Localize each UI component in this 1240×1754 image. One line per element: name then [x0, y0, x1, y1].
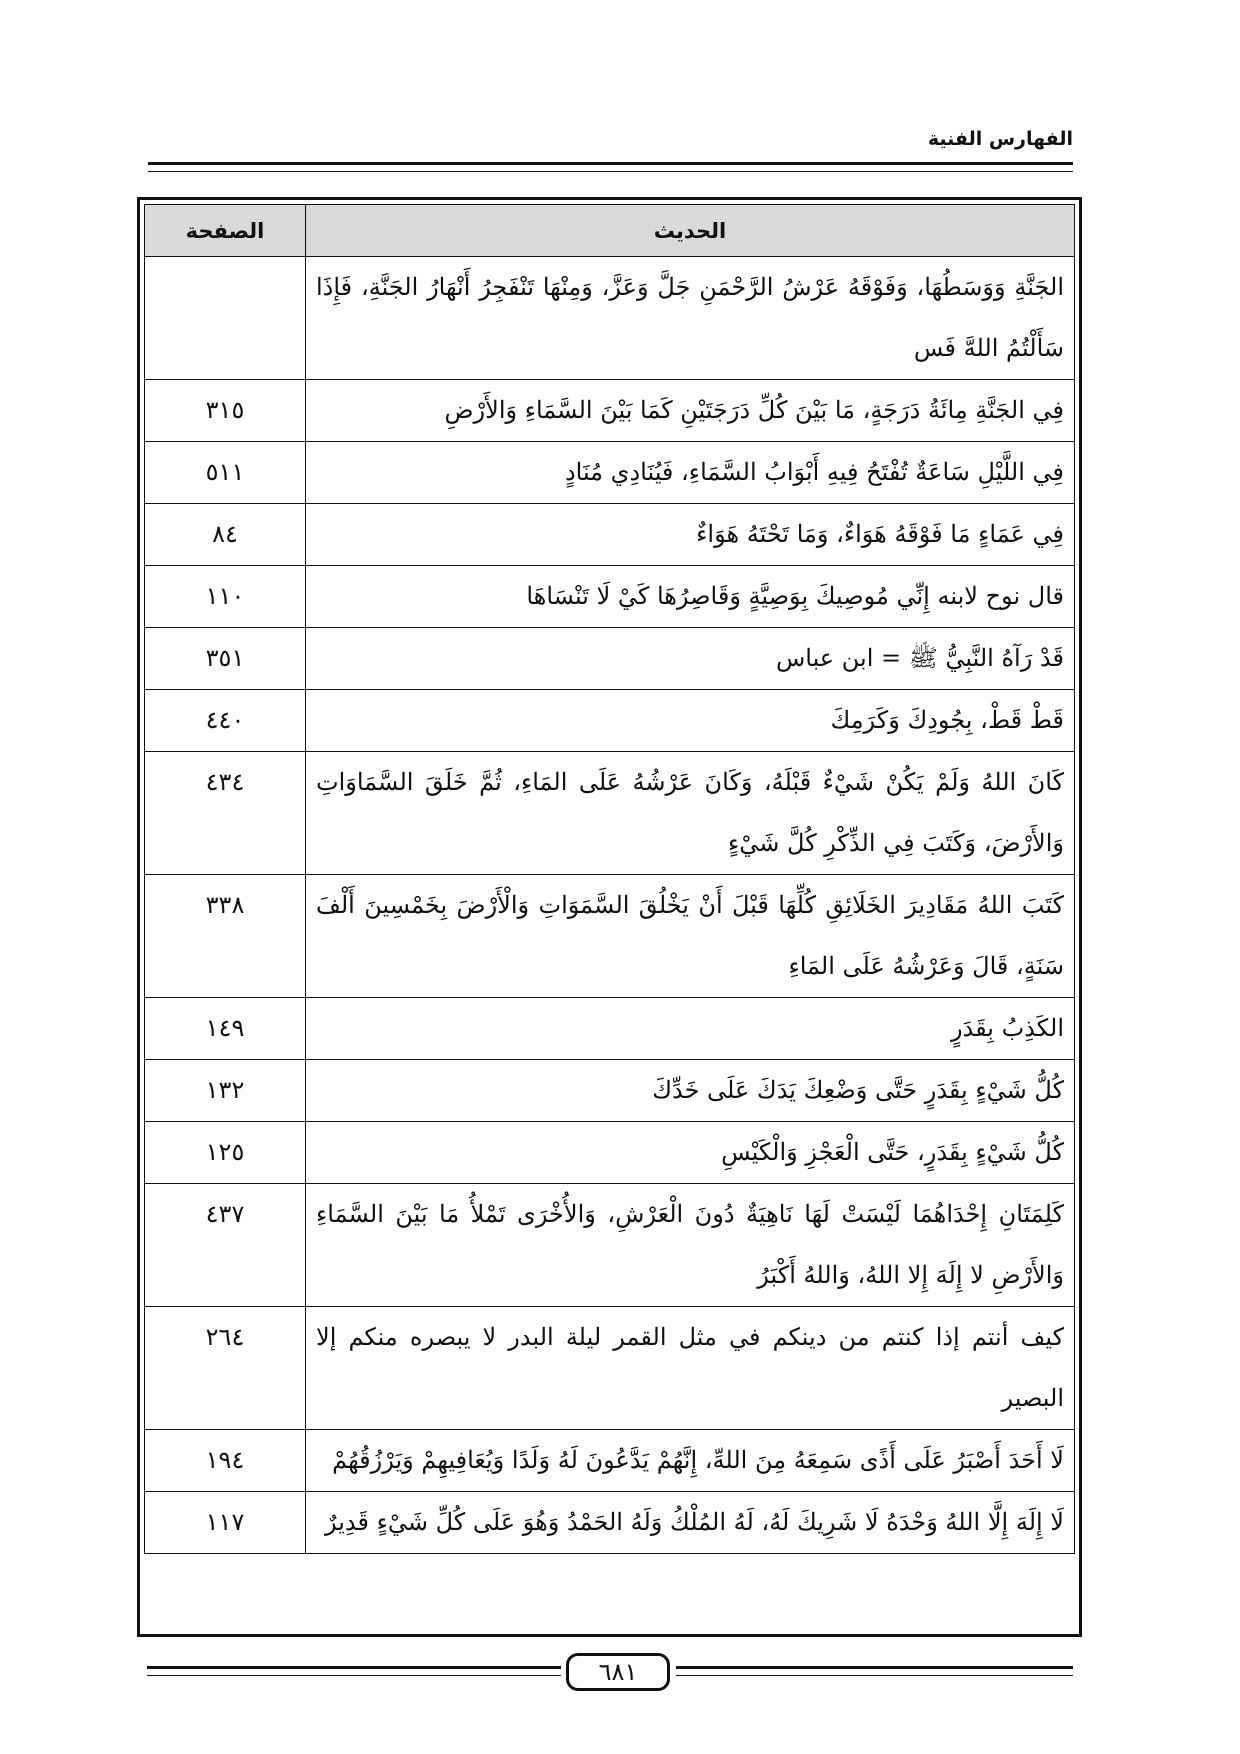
- table-row: [145, 380, 1075, 442]
- hadith-index-table-frame: [137, 197, 1082, 1637]
- table-row: [145, 998, 1075, 1060]
- hadith-text: كَانَ اللهُ وَلَمْ يَكُنْ شَيْءٌ قَبْلَهُ، وَكَانَ عَرْشُهُ عَلَى المَاءِ، ثُمَّ خَلَقَ السَّمَاوَاتِ وَالأَرْضَ، وَكَتَبَ فِي الذِّكْرِ كُلَّ شَيْءٍ: [306, 752, 1075, 875]
- table-row: [145, 1430, 1075, 1492]
- page-ref: ٤٤٠: [145, 690, 306, 752]
- hadith-index-table: [144, 204, 1075, 1554]
- page-ref: ٤٣٤: [145, 752, 306, 875]
- hadith-text: كَتَبَ اللهُ مَقَادِيرَ الخَلَائِقِ كُلِّهَا قَبْلَ أَنْ يَخْلُقَ السَّمَوَاتِ وَالْأَرْضَ بِخَمْسِينَ أَلْفَ سَنَةٍ، قَالَ وَعَرْشُهُ عَلَى المَاءِ: [306, 875, 1075, 998]
- page-ref: ١٣٢: [145, 1060, 306, 1122]
- table-row: [145, 1060, 1075, 1122]
- table-row: [145, 628, 1075, 690]
- page-ref: ٤٣٧: [145, 1184, 306, 1307]
- table-row: [145, 690, 1075, 752]
- table-row: [145, 504, 1075, 566]
- table-row: [145, 257, 1075, 380]
- hadith-text: كُلُّ شَيْءٍ بِقَدَرٍ، حَتَّى الْعَجْزِ وَالْكَيْسِ: [306, 1122, 1075, 1184]
- hadith-text: كَلِمَتَانِ إِحْدَاهُمَا لَيْسَتْ لَهَا نَاهِيَةٌ دُونَ الْعَرْشِ، وَالأُخْرَى تَمْلأُ مَا بَيْنَ السَّمَاءِ وَالأَرْضِ لا إِلَهَ إِلا اللهُ، وَاللهُ أَكْبَرُ: [306, 1184, 1075, 1307]
- page-ref: ٣٥١: [145, 628, 306, 690]
- hadith-text: كُلُّ شَيْءٍ بِقَدَرٍ حَتَّى وَضْعِكَ يَدَكَ عَلَى خَدِّكَ: [306, 1060, 1075, 1122]
- table-row: [145, 442, 1075, 504]
- page-ref: ١٤٩: [145, 998, 306, 1060]
- hadith-text: فِي اللَّيْلِ سَاعَةٌ تُفْتَحُ فِيهِ أَبْوَابُ السَّمَاءِ، فَيُنَادِي مُنَادٍ: [306, 442, 1075, 504]
- page-ref: ١٩٤: [145, 1430, 306, 1492]
- table-row: [145, 1184, 1075, 1307]
- hadith-text: فِي الجَنَّةِ مِائَةُ دَرَجَةٍ، مَا بَيْنَ كُلِّ دَرَجَتَيْنِ كَمَا بَيْنَ السَّمَاءِ وَالأَرْضِ: [306, 380, 1075, 442]
- header-double-rule: [148, 162, 1073, 172]
- table-row: [145, 1122, 1075, 1184]
- hadith-text: قَطْ قَطْ، بِجُودِكَ وَكَرَمِكَ: [306, 690, 1075, 752]
- table-row: [145, 566, 1075, 628]
- table-row: [145, 1307, 1075, 1430]
- hadith-text: لَا إِلَهَ إِلَّا اللهُ وَحْدَهُ لَا شَرِيكَ لَهُ، لَهُ المُلْكُ وَلَهُ الحَمْدُ وَهُوَ عَلَى كُلِّ شَيْءٍ قَدِيرٌ: [306, 1492, 1075, 1554]
- page-ref: ٥١١: [145, 442, 306, 504]
- hadith-text: كيف أنتم إذا كنتم من دينكم في مثل القمر ليلة البدر لا يبصره منكم إلا البصير: [306, 1307, 1075, 1430]
- hadith-text: الجَنَّةِ وَوَسَطُهَا، وَفَوْقَهُ عَرْشُ الرَّحْمَنِ جَلَّ وَعَزَّ، وَمِنْهَا تَنْفَجِرُ أَنْهَارُ الجَنَّةِ، فَإِذَا سَأَلْتُمُ اللهَّ فَس: [306, 257, 1075, 380]
- hadith-text: قال نوح لابنه إِنِّي مُوصِيكَ بِوَصِيَّةٍ وَقَاصِرُهَا كَيْ لَا تَنْسَاهَا: [306, 566, 1075, 628]
- table-row: [145, 752, 1075, 875]
- hadith-text: فِي عَمَاءٍ مَا فَوْقَهُ هَوَاءٌ، وَمَا تَحْتَهُ هَوَاءٌ: [306, 504, 1075, 566]
- page-number: ٦٨١: [566, 1653, 670, 1691]
- footer-double-rule-left: [147, 1666, 561, 1676]
- page-ref: ١١٧: [145, 1492, 306, 1554]
- hadith-text: لَا أَحَدَ أَصْبَرُ عَلَى أَذًى سَمِعَهُ مِنَ اللهِّ، إِنَّهُمْ يَدَّعُونَ لَهُ وَلَدًا وَيُعَافِيهِمْ وَيَرْزُقُهُمْ: [306, 1430, 1075, 1492]
- hadith-text: قَدْ رَآهُ النَّبِيُّ ﷺ = ابن عباس: [306, 628, 1075, 690]
- column-header-page: الصفحة: [145, 205, 306, 257]
- page-ref: ٨٤: [145, 504, 306, 566]
- table-header-row: [145, 205, 1075, 257]
- hadith-text: الكَذِبُ بِقَدَرٍ: [306, 998, 1075, 1060]
- footer-double-rule-right: [676, 1666, 1073, 1676]
- page-ref: ٣٣٨: [145, 875, 306, 998]
- page-ref: ٣١٥: [145, 380, 306, 442]
- page-ref: ٢٦٤: [145, 1307, 306, 1430]
- running-header-title: الفهارس الفنية: [927, 128, 1073, 150]
- page-ref: ١٢٥: [145, 1122, 306, 1184]
- column-header-hadith: الحديث: [306, 205, 1075, 257]
- page-ref: ١١٠: [145, 566, 306, 628]
- table-row: [145, 875, 1075, 998]
- page-ref: [145, 257, 306, 380]
- table-row: [145, 1492, 1075, 1554]
